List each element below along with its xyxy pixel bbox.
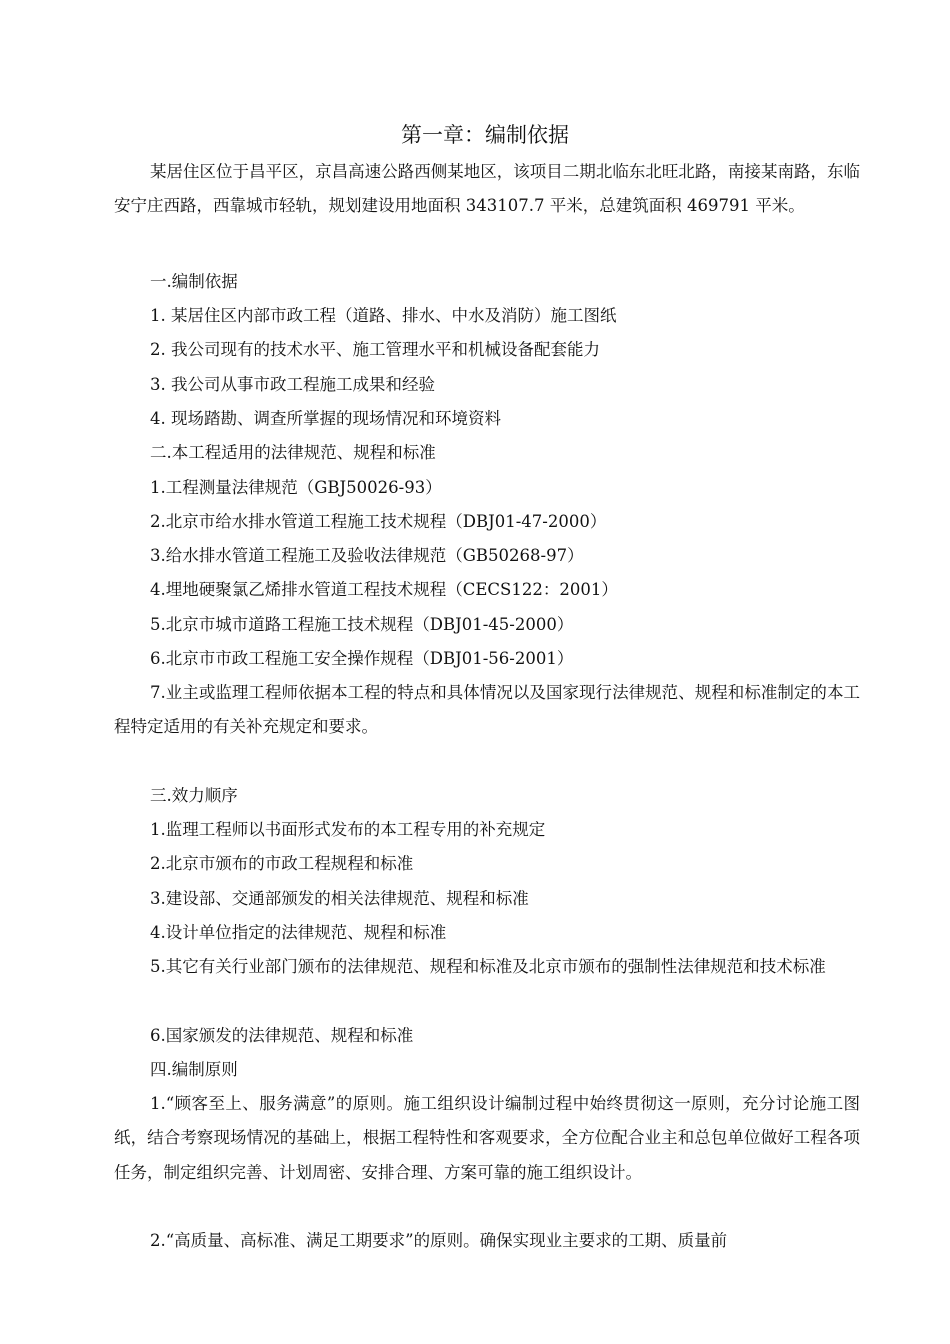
list-item: 2. 我公司现有的技术水平、施工管理水平和机械设备配套能力: [150, 340, 600, 359]
list-item: 3. 我公司从事市政工程施工成果和经验: [150, 375, 435, 394]
list-item: 4.埋地硬聚氯乙烯排水管道工程技术规程（CECS122：2001）: [150, 580, 618, 599]
chapter-title: 第一章：编制依据: [401, 123, 569, 147]
list-item: 6.北京市市政工程施工安全操作规程（DBJ01-56-2001）: [150, 649, 574, 668]
list-item: 1.监理工程师以书面形式发布的本工程专用的补充规定: [150, 820, 546, 839]
list-item: 4. 现场踏勘、调查所掌握的现场情况和环境资料: [150, 409, 501, 428]
list-item: 2.北京市给水排水管道工程施工技术规程（DBJ01-47-2000）: [150, 512, 607, 531]
list-item: 1. 某居住区内部市政工程（道路、排水、中水及消防）施工图纸: [150, 306, 617, 325]
list-item: 5.其它有关行业部门颁布的法律规范、规程和标准及北京市颁布的强制性法律规范和技术标准: [150, 957, 826, 976]
list-item: 2.“高质量、高标准、满足工期要求”的原则。确保实现业主要求的工期、质量前: [150, 1231, 728, 1250]
section-heading-precedence: 三.效力顺序: [150, 786, 238, 805]
list-item: 6.国家颁发的法律规范、规程和标准: [150, 1026, 414, 1045]
list-item: 1.“顾客至上、服务满意”的原则。施工组织设计编制过程中始终贯彻这一原则，充分讨论施工图纸，结合考察现场情况的基础上，根据工程特性和客观要求，全方位配合业主和总包单位做好工程各项任务，制定组织完善、计划周密、安排合理、方案可靠的施工组织设计。: [114, 1094, 860, 1182]
list-item: 2.北京市颁布的市政工程规程和标准: [150, 854, 414, 873]
section-heading-principles: 四.编制原则: [150, 1060, 238, 1079]
list-item: 4.设计单位指定的法律规范、规程和标准: [150, 923, 447, 942]
section-heading-basis: 一.编制依据: [150, 272, 238, 291]
section-heading-standards: 二.本工程适用的法律规范、规程和标准: [150, 443, 436, 462]
list-item: 3.建设部、交通部颁发的相关法律规范、规程和标准: [150, 889, 529, 908]
list-item: 5.北京市城市道路工程施工技术规程（DBJ01-45-2000）: [150, 615, 574, 634]
list-item: 7.业主或监理工程师依据本工程的特点和具体情况以及国家现行法律规范、规程和标准制定的本工程特定适用的有关补充规定和要求。: [114, 683, 860, 737]
list-item: 3.给水排水管道工程施工及验收法律规范（GB50268-97）: [150, 546, 584, 565]
list-item: 1.工程测量法律规范（GBJ50026-93）: [150, 478, 442, 497]
intro-paragraph: 某居住区位于昌平区，京昌高速公路西侧某地区，该项目二期北临东北旺北路，南接某南路，东临安宁庄西路，西靠城市轻轨，规划建设用地面积 343107.7 平米，总建筑面积 469791 平米。: [114, 162, 860, 216]
